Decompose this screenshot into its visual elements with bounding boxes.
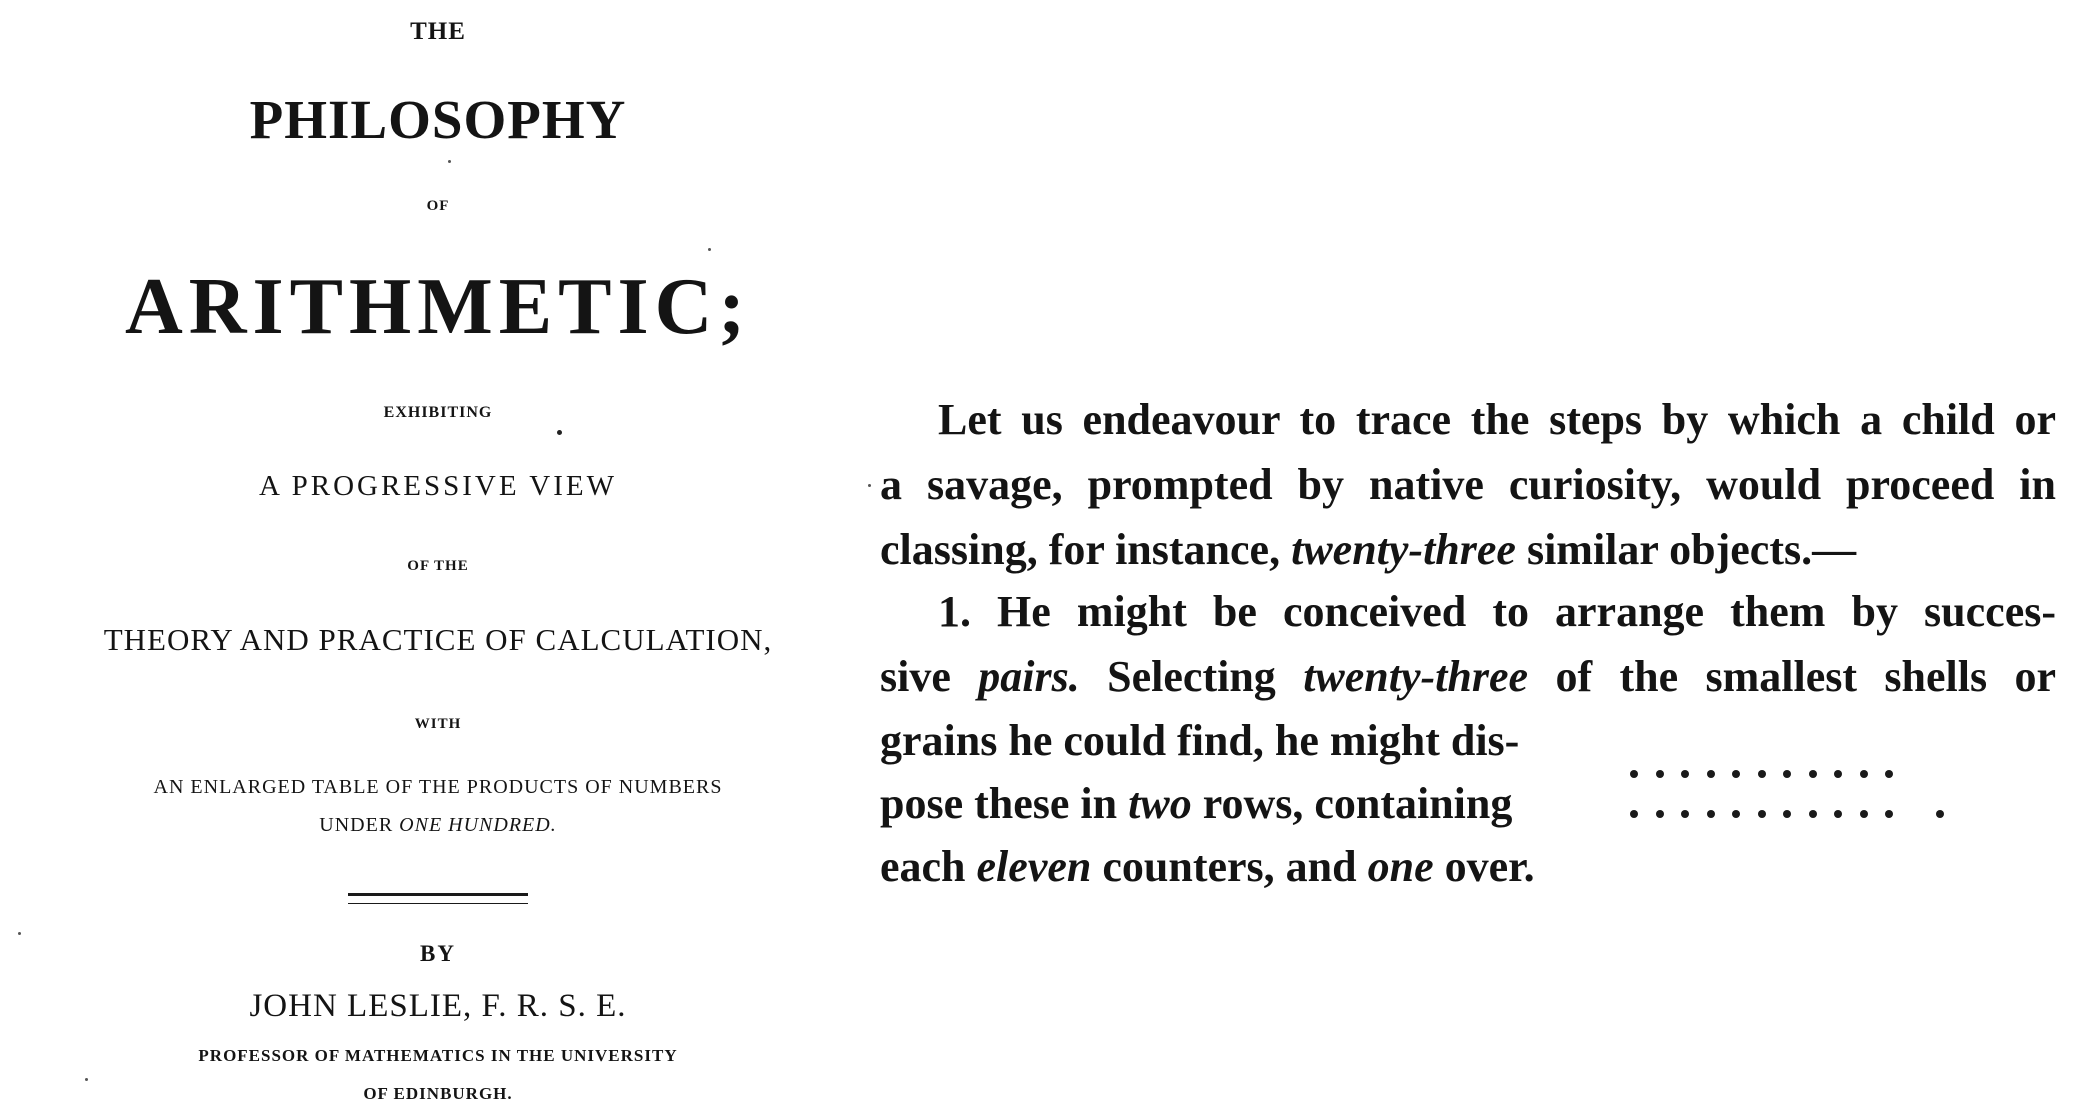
scan-speck — [708, 248, 711, 251]
excerpt-italic: twenty-three — [1303, 652, 1529, 701]
counter-dot — [1758, 810, 1766, 818]
excerpt-line — [880, 778, 1512, 829]
counter-dot — [1783, 810, 1791, 818]
excerpt-italic: two — [1128, 779, 1192, 828]
subtitle-under-one-hundred — [0, 814, 876, 837]
title-the: THE — [410, 18, 466, 45]
excerpt-italic: pairs. — [978, 652, 1080, 701]
counter-dot — [1885, 770, 1893, 778]
counter-dot — [1783, 770, 1791, 778]
title-rule-thick — [348, 893, 528, 896]
scan-speck — [85, 1078, 88, 1081]
excerpt-text: sive — [880, 652, 951, 701]
excerpt-line — [880, 841, 1535, 892]
author-by: BY — [420, 941, 456, 966]
counter-dot — [1707, 810, 1715, 818]
subtitle-progressive-view: A PROGRESSIVE VIEW — [259, 470, 617, 502]
counter-dot — [1656, 810, 1664, 818]
excerpt-line: 1. He might be conceived to arrange them by succes- — [938, 587, 2056, 636]
excerpt-text: rows, containing — [1202, 779, 1513, 828]
author-name: JOHN LESLIE, F. R. S. E. — [249, 988, 627, 1024]
excerpt-text: counters, and — [1102, 842, 1357, 891]
counter-dot — [1758, 770, 1766, 778]
scan-speck — [557, 430, 562, 435]
counter-dot — [1732, 770, 1740, 778]
excerpt-italic: twenty-three — [1291, 525, 1516, 574]
title-of: OF — [426, 198, 450, 214]
excerpt-line: grains he could find, he might dis- — [880, 716, 1520, 765]
excerpt-text: each — [880, 842, 966, 891]
excerpt-italic: eleven — [976, 842, 1092, 891]
counter-dot-extra — [1936, 810, 1944, 818]
counter-dot — [1630, 810, 1638, 818]
counter-dot — [1732, 810, 1740, 818]
excerpt-line: Let us endeavour to trace the steps by which a child or — [938, 395, 2056, 444]
subtitle-theory-practice: THEORY AND PRACTICE OF CALCULATION, — [103, 622, 773, 657]
title-rule-thin — [348, 903, 528, 904]
excerpt-italic: one — [1367, 842, 1434, 891]
counter-dot — [1834, 810, 1842, 818]
scan-speck — [448, 160, 451, 163]
title-arithmetic: ARITHMETIC; — [124, 263, 752, 351]
counter-dot — [1630, 770, 1638, 778]
counter-dot — [1885, 810, 1893, 818]
counter-dot — [1860, 810, 1868, 818]
excerpt-text: over. — [1444, 842, 1535, 891]
excerpt-line — [880, 651, 2056, 702]
subtitle-enlarged-table: AN ENLARGED TABLE OF THE PRODUCTS OF NUMBERS — [153, 776, 723, 798]
excerpt-text: of the smallest shells or — [1555, 652, 2057, 701]
subtitle-with: WITH — [414, 716, 462, 732]
author-affiliation: PROFESSOR OF MATHEMATICS IN THE UNIVERSITY — [198, 1046, 678, 1065]
excerpt-line: a savage, prompted by native curiosity, would proceed in — [880, 460, 2056, 509]
counter-dot — [1656, 770, 1664, 778]
under-text: UNDER — [319, 814, 394, 836]
counter-dot — [1809, 810, 1817, 818]
counter-dot — [1860, 770, 1868, 778]
excerpt-text: classing, for instance, — [880, 525, 1281, 574]
counter-dot — [1681, 810, 1689, 818]
counter-dot — [1834, 770, 1842, 778]
subtitle-exhibiting: EXHIBITING — [383, 404, 493, 421]
counter-dot — [1681, 770, 1689, 778]
counter-dot — [1809, 770, 1817, 778]
counter-dot — [1707, 770, 1715, 778]
scan-speck — [18, 932, 21, 935]
one-hundred-text: ONE HUNDRED. — [399, 814, 557, 836]
author-affiliation-edinburgh: OF EDINBURGH. — [363, 1084, 513, 1103]
scan-speck — [868, 484, 871, 487]
excerpt-text: pose these in — [880, 779, 1118, 828]
excerpt-text: Selecting — [1107, 652, 1276, 701]
subtitle-of-the: OF THE — [407, 558, 469, 574]
excerpt-line — [880, 524, 2056, 575]
excerpt-text: similar objects.— — [1526, 525, 1857, 574]
title-philosophy: PHILOSOPHY — [249, 89, 627, 150]
